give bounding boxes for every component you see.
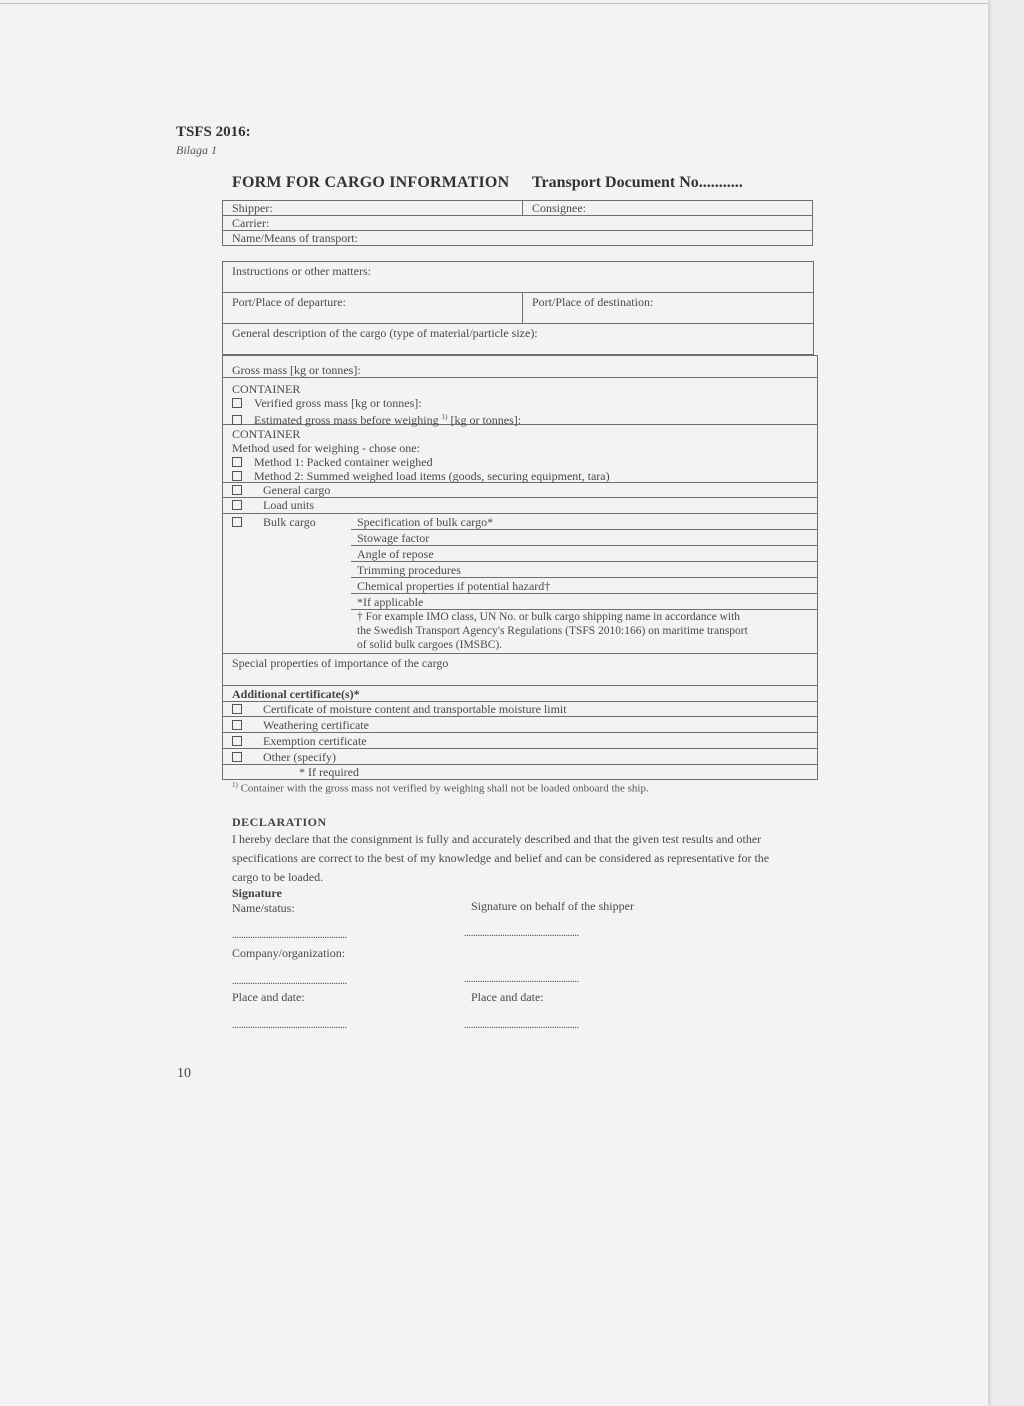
if-required-note: * If required (299, 765, 359, 779)
transport-field[interactable] (223, 231, 813, 246)
annex-label: Bilaga 1 (176, 143, 217, 157)
checkbox-icon[interactable] (232, 398, 242, 408)
regulation-code: TSFS 2016: (176, 124, 251, 140)
estimated-mass-unit: [kg or tonnes]: (450, 413, 522, 427)
transport-document-number: Transport Document No........... (532, 174, 743, 191)
chemical-properties-row[interactable]: Chemical properties if potential hazard† (351, 579, 817, 594)
bulk-cargo-block (223, 513, 817, 654)
declaration-text: I hereby declare that the consignment is fully and accurately described and that the given test results and other specifications are correct to the best of my knowledge and belief and can be considered as representative for the cargo to be loaded. (232, 832, 770, 884)
special-properties-row[interactable] (223, 653, 817, 686)
certificate-label: Other (specify) (263, 750, 336, 764)
container-footnote (232, 781, 649, 795)
gross-mass-row[interactable] (223, 356, 817, 378)
bulk-cargo-label: Bulk cargo (263, 515, 316, 529)
form-title: FORM FOR CARGO INFORMATION (232, 174, 510, 191)
method-1-label: Method 1: Packed container weighed (254, 455, 433, 469)
description-label: General description of the cargo (type of material/particle size): (232, 326, 538, 340)
checkbox-icon[interactable] (232, 471, 242, 481)
load-units-label: Load units (263, 498, 314, 512)
departure-field[interactable] (223, 293, 523, 324)
place-date-right-line[interactable]: ................................................... (464, 1019, 579, 1031)
checkbox-icon[interactable] (232, 752, 242, 762)
certificate-row-exemption[interactable] (223, 732, 817, 749)
general-cargo-label: General cargo (263, 483, 331, 497)
destination-label: Port/Place of destination: (532, 295, 654, 309)
top-edge-line (0, 3, 988, 4)
container-heading-1: CONTAINER (232, 382, 301, 396)
method-2-label: Method 2: Summed weighed load items (goods, securing equipment, tara) (254, 469, 610, 483)
method-prompt: Method used for weighing - chose one: (232, 441, 420, 455)
additional-certificates-heading: Additional certificate(s)* (232, 687, 360, 701)
footnote-marker: 1) (232, 781, 238, 789)
trimming-procedures-row[interactable]: Trimming procedures (351, 563, 817, 578)
verified-mass-option[interactable] (232, 396, 422, 410)
stowage-factor-row[interactable]: Stowage factor (351, 531, 817, 546)
load-units-row[interactable] (223, 497, 817, 514)
name-status-label: Name/status: (232, 901, 295, 915)
gross-mass-label: Gross mass [kg or tonnes]: (232, 363, 361, 377)
if-applicable-note: *If applicable (351, 595, 817, 610)
description-field[interactable] (223, 324, 814, 355)
signature-heading: Signature (232, 886, 282, 900)
place-date-right-label: Place and date: (471, 990, 544, 1004)
checkbox-icon[interactable] (232, 736, 242, 746)
declaration-heading: DECLARATION (232, 815, 327, 829)
checkbox-icon[interactable] (232, 720, 242, 730)
instructions-field[interactable] (223, 262, 814, 293)
checkbox-icon[interactable] (232, 485, 242, 495)
cargo-section (222, 355, 818, 780)
estimated-mass-footnote-ref: 1) (441, 413, 448, 421)
checkbox-icon[interactable] (232, 517, 242, 527)
signature-shipper-line[interactable]: ................................................... (464, 927, 579, 939)
bulk-note-line-2: the Swedish Transport Agency's Regulations (TSFS 2010:166) on maritime transport (357, 625, 748, 637)
departure-label: Port/Place of departure: (232, 295, 346, 309)
consignee-label: Consignee: (532, 201, 586, 215)
place-date-left-label: Place and date: (232, 990, 305, 1004)
place-date-left-line[interactable]: ................................................... (232, 1019, 347, 1031)
company-label: Company/organization: (232, 946, 346, 960)
name-status-line[interactable]: ................................................... (232, 929, 347, 941)
container-method-block (223, 424, 817, 483)
company-right-line[interactable]: ................................................... (464, 973, 579, 985)
estimated-mass-label: Estimated gross mass before weighing (254, 413, 439, 427)
container-verified-block (223, 377, 817, 425)
container-heading-2: CONTAINER (232, 427, 301, 441)
parties-table (222, 200, 813, 246)
certificate-row-other[interactable] (223, 748, 817, 765)
destination-field[interactable] (523, 293, 814, 324)
general-cargo-row[interactable] (223, 482, 817, 498)
bulk-note-line-3: of solid bulk cargoes (IMSBC). (357, 639, 503, 651)
special-properties-label: Special properties of importance of the cargo (232, 656, 449, 670)
certificate-label: Certificate of moisture content and transportable moisture limit (263, 702, 567, 716)
voyage-table (222, 261, 814, 355)
consignee-field[interactable] (523, 201, 813, 216)
page-number: 10 (177, 1066, 191, 1081)
signature-shipper-label: Signature on behalf of the shipper (471, 899, 634, 913)
carrier-field[interactable] (223, 216, 813, 231)
checkbox-icon[interactable] (232, 704, 242, 714)
carrier-label: Carrier: (232, 216, 270, 230)
bulk-cargo-option[interactable] (232, 515, 316, 529)
company-line[interactable]: ................................................... (232, 975, 347, 987)
checkbox-icon[interactable] (232, 457, 242, 467)
bulk-spec-row[interactable]: Specification of bulk cargo* (351, 515, 817, 530)
checkbox-icon[interactable] (232, 500, 242, 510)
footnote-text: Container with the gross mass not verified by weighing shall not be loaded onboard the ship. (240, 782, 649, 795)
transport-label: Name/Means of transport: (232, 231, 358, 245)
angle-of-repose-row[interactable]: Angle of repose (351, 547, 817, 562)
method-1-option[interactable] (232, 455, 433, 469)
shipper-field[interactable] (223, 201, 523, 216)
certificate-row-moisture[interactable] (223, 701, 817, 717)
shipper-label: Shipper: (232, 201, 273, 215)
bulk-note-line-1: † For example IMO class, UN No. or bulk cargo shipping name in accordance with (357, 611, 741, 623)
certificate-row-weathering[interactable] (223, 716, 817, 733)
certificate-label: Weathering certificate (263, 718, 369, 732)
instructions-label: Instructions or other matters: (232, 264, 371, 278)
verified-mass-label: Verified gross mass [kg or tonnes]: (254, 396, 422, 410)
additional-certificates-heading-row (223, 685, 817, 702)
certificate-label: Exemption certificate (263, 734, 367, 748)
